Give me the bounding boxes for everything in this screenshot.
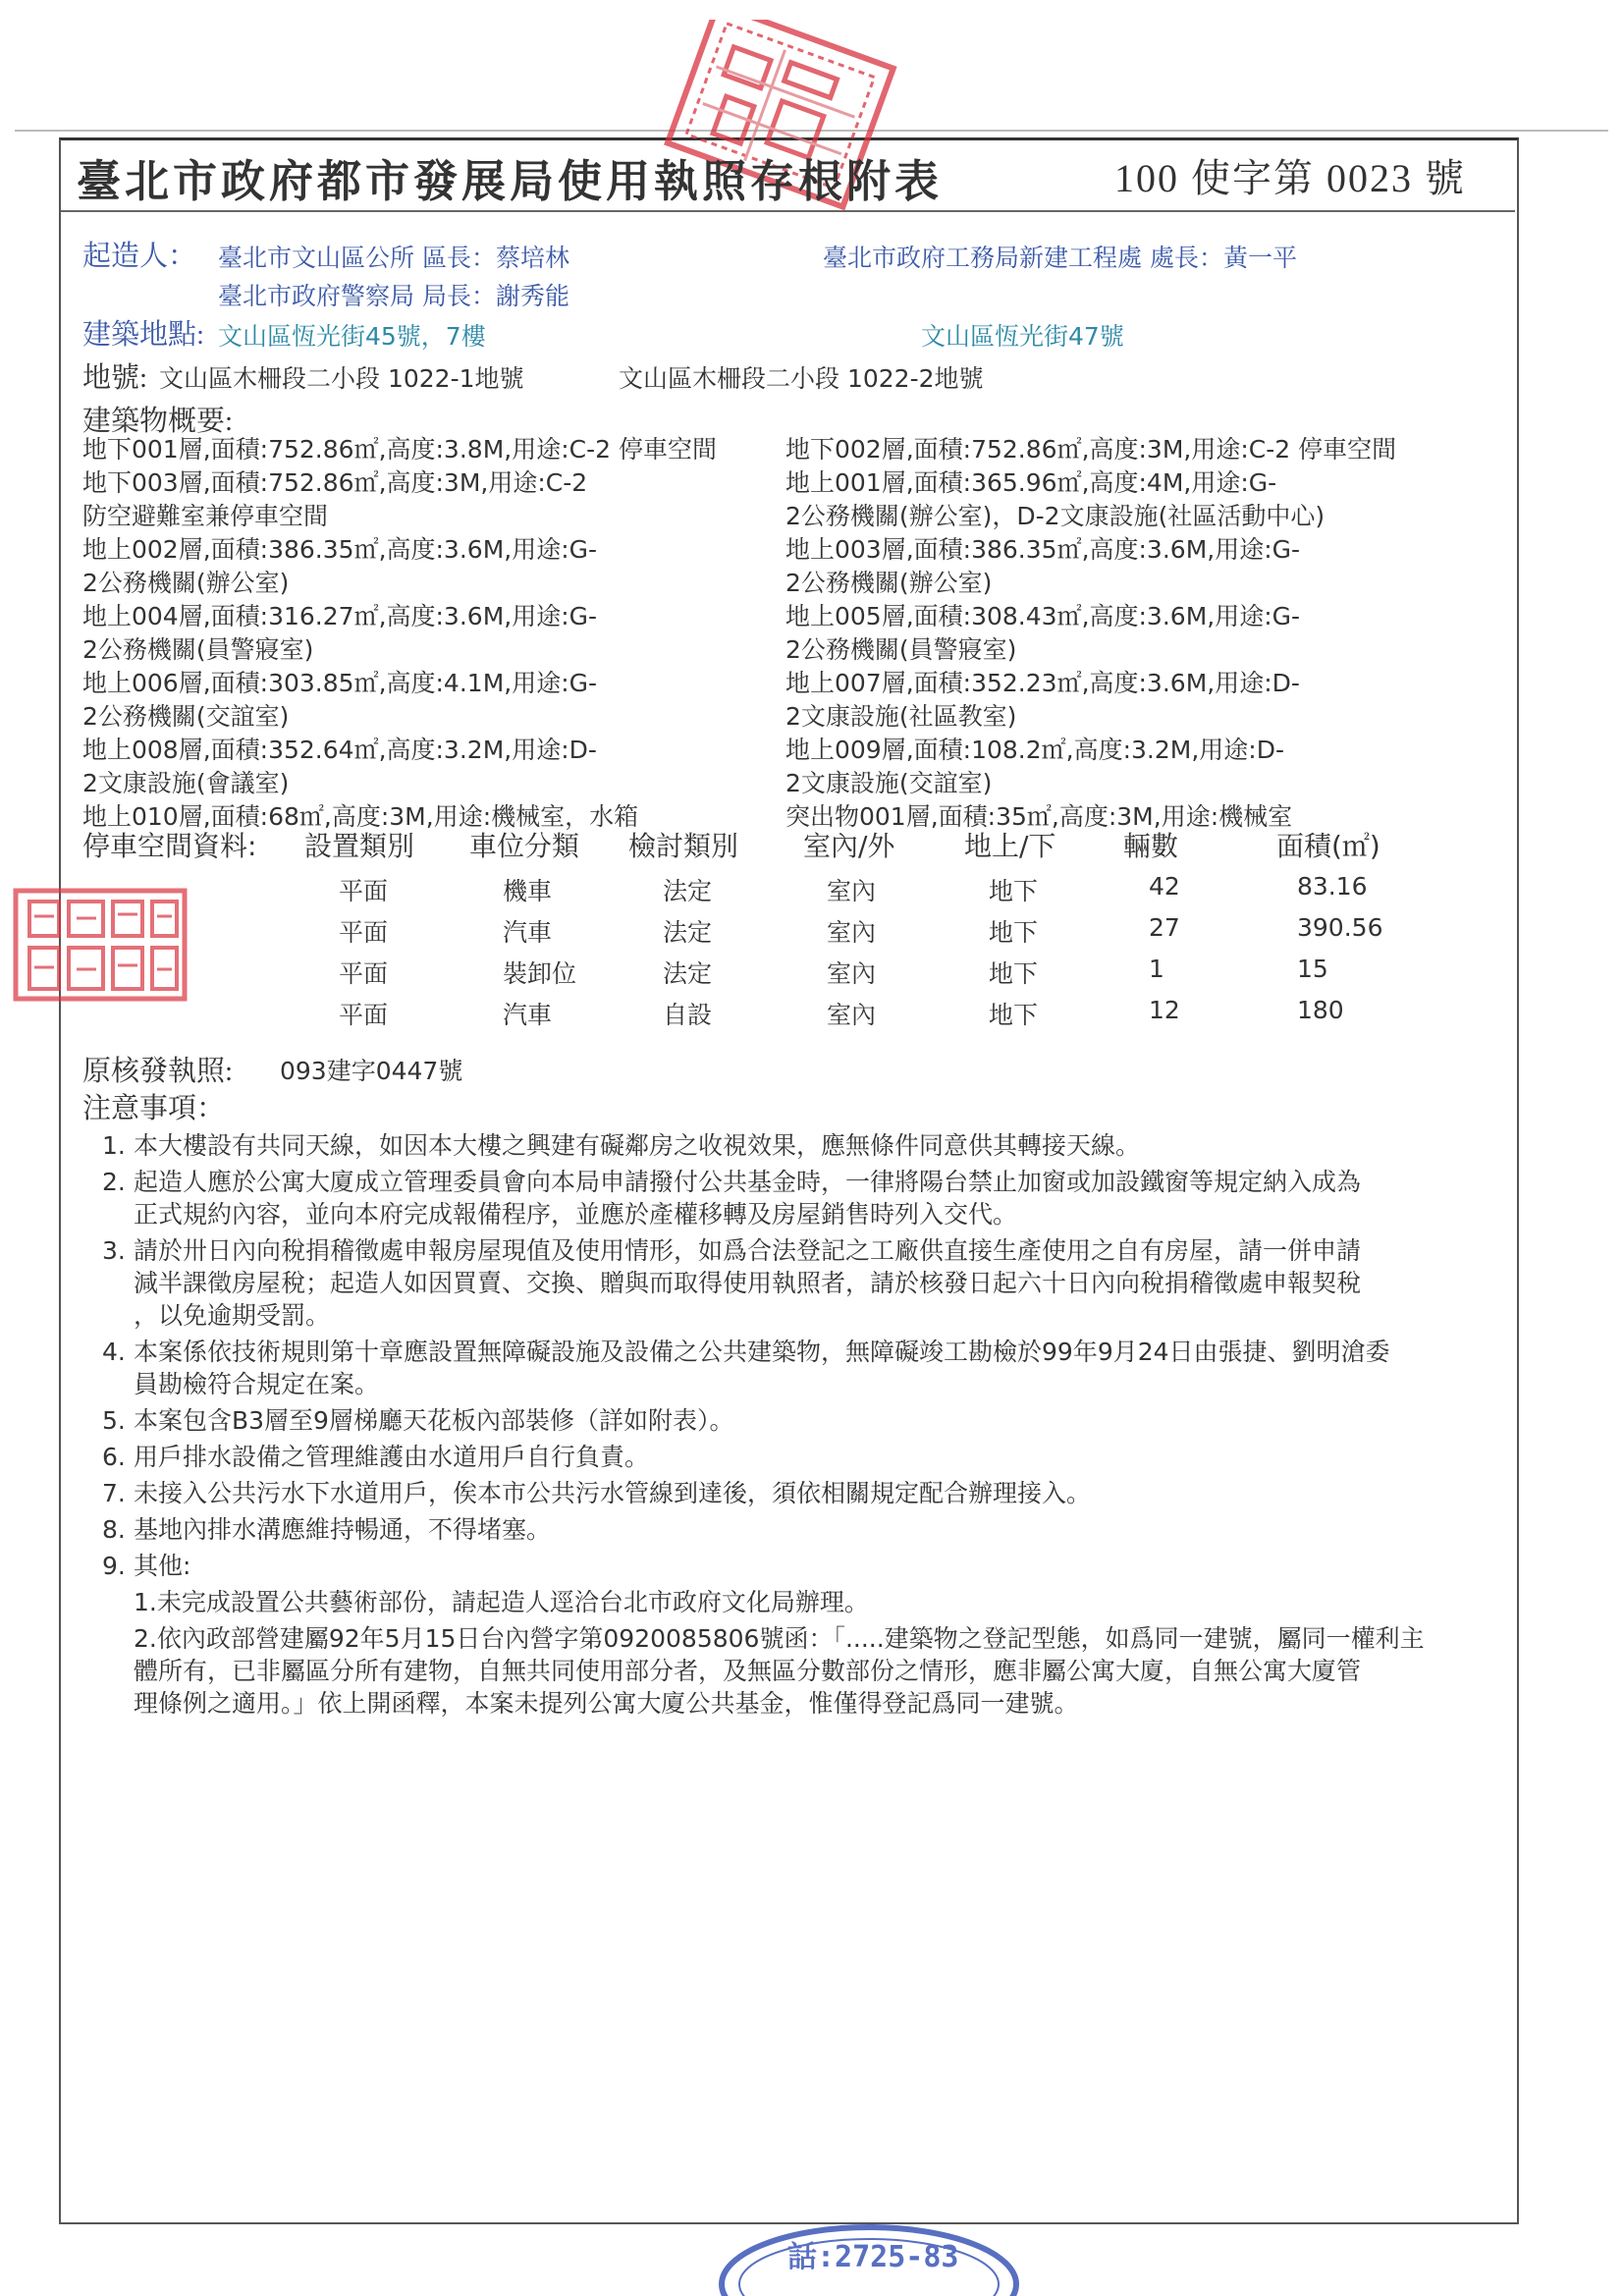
note-line: 起造人應於公寓大廈成立管理委員會向本局申請撥付公共基金時，一律將陽台禁止加窗或加設鐵窗等規定納入成為 [134, 1168, 1362, 1196]
parking-cell: 汽車 [503, 918, 553, 947]
builder-label: 起造人： [82, 241, 197, 272]
note-item [102, 1441, 1496, 1473]
note-line: 理條例之適用。」依上開函釋，本案未提列公寓大廈公共基金，惟僅得登記爲同一建號。 [134, 1689, 1079, 1718]
note-line: 1.未完成設置公共藝術部份，請起造人逕洽台北市政府文化局辦理。 [134, 1588, 869, 1616]
title-divider [61, 210, 1515, 212]
location-value-1: 文山區恆光街45號，7樓 [218, 322, 486, 351]
building-right-column [785, 433, 1396, 834]
parking-header-class: 車位分類 [469, 830, 580, 862]
parking-cell: 平面 [339, 1001, 389, 1029]
svg-text:話:2725-83: 話:2725-83 [787, 2240, 959, 2274]
parking-cell: 室內 [827, 1001, 877, 1029]
parking-cell: 室內 [827, 918, 877, 947]
parking-cell: 地下 [989, 959, 1039, 988]
note-number: 6. [102, 1443, 126, 1471]
lot-value-2: 文山區木柵段二小段 1022-2地號 [619, 364, 984, 393]
parking-cell: 平面 [339, 877, 389, 905]
building-line: 2公務機關(辦公室)，D-2文康設施(社區活動中心) [785, 502, 1325, 530]
note-line: ，以免逾期受罰。 [134, 1301, 331, 1330]
parking-cell: 27 [1149, 913, 1180, 942]
building-line: 2公務機關(辦公室) [82, 569, 290, 597]
note-number: 3. [102, 1236, 126, 1265]
building-line: 2文康設施(交誼室) [785, 769, 993, 797]
lot-label: 地號: [82, 362, 148, 394]
parking-cell: 汽車 [503, 1001, 553, 1029]
parking-cell: 機車 [503, 877, 553, 905]
note-line: 減半課徵房屋稅；起造人如因買賣、交換、贈與而取得使用執照者，請於核發日起六十日內向稅捐稽徵處申報契稅 [134, 1269, 1362, 1297]
note-sub-item [134, 1622, 1496, 1720]
note-line: 未接入公共污水下水道用戶，俟本市公共污水管線到達後，須依相關規定配合辦理接入。 [134, 1479, 1092, 1507]
parking-cell: 法定 [663, 959, 713, 988]
note-number: 2. [102, 1168, 126, 1196]
parking-header-count: 輛數 [1123, 830, 1179, 862]
parking-header-review: 檢討類別 [628, 830, 739, 862]
note-line: 本案係依技術規則第十章應設置無障礙設施及設備之公共建築物，無障礙竣工勘檢於99年9月24日由張捷、劉明滄委 [134, 1338, 1390, 1366]
building-line: 地上003層,面積:386.35㎡,高度:3.6M,用途:G- [785, 535, 1301, 564]
parking-cell: 室內 [827, 877, 877, 905]
parking-cell: 1 [1149, 955, 1164, 983]
note-line: 本案包含B3層至9層梯廳天花板內部裝修（詳如附表）。 [134, 1406, 734, 1435]
note-number: 5. [102, 1406, 126, 1435]
building-line: 地上006層,面積:303.85㎡,高度:4.1M,用途:G- [82, 669, 598, 697]
note-line: 其他: [134, 1552, 191, 1580]
parking-cell: 15 [1297, 955, 1328, 983]
parking-cell: 平面 [339, 918, 389, 947]
building-line: 防空避難室兼停車空間 [82, 502, 329, 530]
building-line: 地上001層,面積:365.96㎡,高度:4M,用途:G- [785, 468, 1277, 497]
note-line: 2.依內政部營建屬92年5月15日台內營字第0920085806號函：「.....建築物之登記型態，如爲同一建號，屬同一權利主 [134, 1624, 1425, 1653]
note-item [102, 1336, 1496, 1400]
building-line: 地上009層,面積:108.2㎡,高度:3.2M,用途:D- [785, 736, 1284, 764]
building-line: 2公務機關(員警寢室) [82, 635, 314, 664]
builder-entry-1: 臺北市文山區公所 區長：蔡培林 [218, 244, 569, 272]
note-line: 體所有，已非屬區分所有建物，自無共同使用部分者，及無區分數部份之情形，應非屬公寓大廈，自無公寓大廈管 [134, 1657, 1362, 1685]
notes-list [102, 1129, 1496, 1720]
note-item [102, 1404, 1496, 1437]
parking-cell: 180 [1297, 996, 1344, 1024]
building-line: 地上008層,面積:352.64㎡,高度:3.2M,用途:D- [82, 736, 597, 764]
building-line: 2文康設施(會議室) [82, 769, 290, 797]
note-line: 本大樓設有共同天線，如因本大樓之興建有礙鄰房之收視效果，應無條件同意供其轉接天線。 [134, 1131, 1141, 1160]
note-number: 4. [102, 1338, 126, 1366]
note-sub-item [134, 1586, 1496, 1618]
building-line: 2公務機關(辦公室) [785, 569, 993, 597]
building-line: 2文康設施(社區教室) [785, 702, 1017, 731]
note-number: 9. [102, 1552, 126, 1580]
parking-cell: 390.56 [1297, 913, 1383, 942]
parking-cell: 83.16 [1297, 872, 1368, 901]
note-number: 8. [102, 1515, 126, 1544]
parking-cell: 12 [1149, 996, 1180, 1024]
building-line: 突出物001層,面積:35㎡,高度:3M,用途:機械室 [785, 802, 1293, 831]
building-line: 地上005層,面積:308.43㎡,高度:3.6M,用途:G- [785, 602, 1301, 630]
note-line: 正式規約內容，並向本府完成報備程序，並應於產權移轉及房屋銷售時列入交代。 [134, 1200, 1018, 1229]
note-line: 用戶排水設備之管理維護由水道用戶自行負責。 [134, 1443, 650, 1471]
note-line: 請於卅日內向稅捐稽徵處申報房屋現值及使用情形，如爲合法登記之工廠供直接生產使用之自有房屋，請一併申請 [134, 1236, 1362, 1265]
building-left-column [82, 433, 717, 834]
building-line: 地上004層,面積:316.27㎡,高度:3.6M,用途:G- [82, 602, 598, 630]
document-number: 100 使字第 0023 號 [1114, 156, 1466, 200]
parking-cell: 裝卸位 [503, 959, 577, 988]
parking-cell: 42 [1149, 872, 1180, 901]
note-item [102, 1477, 1496, 1509]
note-item [102, 1129, 1496, 1162]
parking-header-area: 面積(㎡) [1276, 830, 1380, 862]
note-item [102, 1550, 1496, 1582]
parking-header-type: 設置類別 [304, 830, 415, 862]
location-value-2: 文山區恆光街47號 [921, 322, 1124, 351]
note-number: 7. [102, 1479, 126, 1507]
parking-label: 停車空間資料: [82, 830, 257, 862]
building-line: 地上010層,面積:68㎡,高度:3M,用途:機械室，水箱 [82, 802, 639, 831]
building-line: 2公務機關(員警寢室) [785, 635, 1017, 664]
parking-cell: 法定 [663, 918, 713, 947]
building-line: 地下002層,面積:752.86㎡,高度:3M,用途:C-2 停車空間 [785, 435, 1397, 464]
building-line: 2公務機關(交誼室) [82, 702, 290, 731]
parking-cell: 平面 [339, 959, 389, 988]
note-line: 員勘檢符合規定在案。 [134, 1370, 380, 1398]
building-line: 地上007層,面積:352.23㎡,高度:3.6M,用途:D- [785, 669, 1300, 697]
original-license-label: 原核發執照: [82, 1056, 234, 1087]
parking-cell: 室內 [827, 959, 877, 988]
parking-cell: 自設 [663, 1001, 713, 1029]
parking-cell: 地下 [989, 1001, 1039, 1029]
parking-header-indoor: 室內/外 [803, 830, 895, 862]
left-seal-stamp [10, 887, 191, 1005]
bottom-blue-stamp [707, 2196, 1031, 2296]
location-label: 建築地點: [82, 319, 205, 351]
note-line: 基地內排水溝應維持暢通，不得堵塞。 [134, 1515, 552, 1544]
builder-entry-2: 臺北市政府警察局 局長：謝秀能 [218, 282, 569, 310]
building-line: 地下003層,面積:752.86㎡,高度:3M,用途:C-2 [82, 468, 588, 497]
note-item [102, 1234, 1496, 1332]
building-line: 地下001層,面積:752.86㎡,高度:3.8M,用途:C-2 停車空間 [82, 435, 717, 464]
lot-value-1: 文山區木柵段二小段 1022-1地號 [159, 364, 524, 393]
notes-label: 注意事項： [82, 1093, 226, 1124]
parking-cell: 地下 [989, 877, 1039, 905]
note-number: 1. [102, 1131, 126, 1160]
building-line: 地上002層,面積:386.35㎡,高度:3.6M,用途:G- [82, 535, 598, 564]
parking-header-level: 地上/下 [964, 830, 1056, 862]
parking-cell: 地下 [989, 918, 1039, 947]
page-title: 臺北市政府都市發展局使用執照存根附表 [77, 155, 944, 207]
note-item [102, 1513, 1496, 1546]
building-overview-label: 建築物概要: [82, 406, 234, 437]
parking-cell: 法定 [663, 877, 713, 905]
builder-entry-3: 臺北市政府工務局新建工程處 處長：黃一平 [823, 244, 1297, 272]
note-item [102, 1166, 1496, 1230]
original-license-value: 093建字0447號 [280, 1057, 463, 1085]
